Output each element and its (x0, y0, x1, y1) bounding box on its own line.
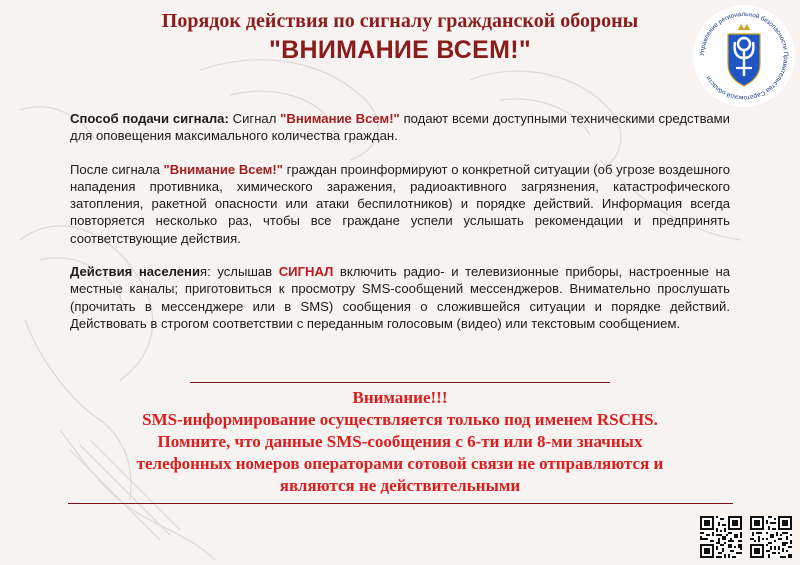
population-actions-label: Действия населени (70, 264, 201, 280)
signal-method-label: Способ подачи сигнала: (70, 111, 229, 126)
paragraph-text: включить радио- и телевизионные приборы, настроенные на местные каналы; приготовиться к просмотру SMS-сообщений мессенджеров. Внимательно прослушать (прочитать в мессенджере или в SMS) сообщения о сложившейся ситуации и порядке действий. Действовать в строгом соответствии с переданным голосовым (видео) или текстовым сообщением. (70, 264, 731, 331)
qr-code-icon[interactable] (700, 516, 742, 558)
main-content (70, 110, 730, 348)
saratov-emblem-icon (690, 2, 798, 110)
emblem-ring-text: Управление региональной безопасности Правительства Саратовской области (698, 10, 790, 102)
signal-quote: "Внимание Всем!" (280, 111, 400, 126)
warning-line: телефонных номеров операторами сотовой связи не отправляются и (136, 454, 664, 473)
signal-word: СИГНАЛ (278, 264, 334, 280)
divider-bottom (68, 503, 733, 504)
warning-line: SMS-информирование осуществляется только под именем RSCHS. (142, 410, 658, 429)
paragraph-text: подают всеми доступными техническими средствами для оповещения максимального количества граждан. (70, 111, 730, 144)
population-actions-paragraph (70, 263, 730, 332)
paragraph-text: Сигнал (228, 111, 281, 126)
warning-line: являются не действительными (279, 476, 521, 495)
paragraph-text: я: услышав (200, 264, 279, 280)
warning-line: Помните, что данные SMS-сообщения с 6-ти или 8-ми значных (157, 432, 643, 451)
divider-top (190, 382, 610, 383)
signal-quote: "Внимание Всем!" (163, 161, 283, 177)
page-title: Порядок действия по сигналу гражданской обороны (161, 10, 639, 32)
warning-block (70, 387, 730, 497)
signal-method-paragraph (70, 110, 730, 145)
paragraph-text: После сигнала (70, 161, 164, 177)
qr-code-icon[interactable] (750, 516, 792, 558)
page-subtitle: "ВНИМАНИЕ ВСЕМ!" (268, 36, 532, 64)
warning-heading: Внимание!!! (352, 388, 448, 407)
paragraph-text: граждан проинформируют о конкретной ситуации (об угрозе воздешного нападения противника, химического заражения, радиоактивного загрязнения, катастрофического затопления, ракетной опасности или атаки беспилотников) и порядке действий. Информация всегда повторяется несколько раз, чтобы все граждане успели услышать рекомендации и предпринять соответствующие действия. (70, 161, 730, 246)
after-signal-paragraph (70, 161, 730, 247)
